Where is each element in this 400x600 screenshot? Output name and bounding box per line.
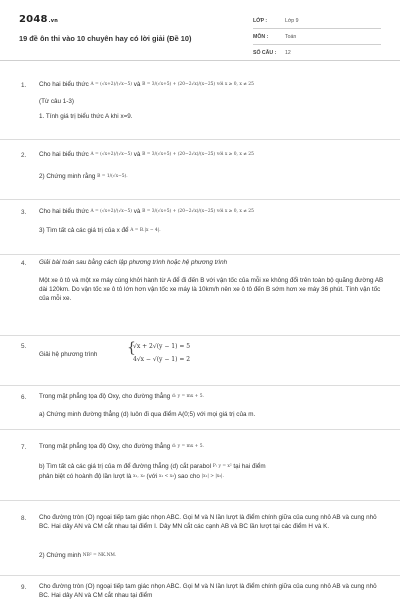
question-text [39,442,384,451]
question-text: Giải hệ phương trình [39,351,98,358]
question-2 [0,139,400,200]
question-text-lead: Trong mặt phẳng tọa độ Oxy, cho đường thẳng [39,393,171,401]
expression-b: B = 3/(√x+5) + (20−2√x)/(x−25) [142,82,216,87]
question-part-text: (với [146,473,158,481]
question-body: Cho đường tròn (O) ngoại tiếp tam giác nhọn ABC. Gọi M và N lần lượt là điểm chính giữa của cung nhỏ AB và cung nhỏ BC. Hai dây AN và CM cắt nhau tại điểm I. Dây MN cắt các cạnh AB và BC lần lượt tại các điểm H và K. [39,514,377,530]
question-part [39,551,384,560]
question-part-line-2 [39,472,384,481]
parabola-equation: P: y = x² [212,464,232,469]
condition: với x ≥ 0, x ≠ 25 [216,209,254,214]
root-inequality: x₁ < x₂ [159,474,174,479]
site-logo[interactable] [19,14,58,25]
logo-suffix: .vn [48,18,58,24]
meta-row-class [253,13,381,29]
question-5 [0,335,400,386]
meta-value: Lớp 9 [285,17,299,24]
question-part-text: 3) Tìm tất cả các giá trị của x để [39,227,129,235]
question-text-lead: Cho hai biểu thức [39,208,89,216]
question-part: 1. Tính giá trị biểu thức A khi x=9. [39,113,133,120]
meta-row-count [253,45,381,61]
question-number: 8. [21,515,27,522]
question-number: 1. [21,82,27,89]
question-number: 3. [21,209,27,216]
equation-1: √x + 2√(y − 1) = 5 [133,343,191,350]
question-6 [0,385,400,430]
line-equation: d: y = mx + 5. [171,444,204,449]
question-text: Giải bài toán sau bằng cách lập phương trình hoặc hệ phương trình [39,259,228,266]
question-number: 6. [21,394,27,401]
question-text [39,392,384,401]
question-part-line-1 [39,462,384,471]
proof-equation: NB² = NK.NM. [82,553,117,558]
question-part-text: 2) Chứng minh [39,552,82,560]
question-body: Một xe ô tô và một xe máy cùng khởi hành từ A để đi đến B với vận tốc của mỗi xe không đổi trên toàn bộ quãng đường AB dài 120km. Do vận tốc xe ô tô lớn hơn vận tốc xe máy là 10km/h nên xe ô tô đến B sớm hơn xe máy 36 phút. Tính vận tốc của mỗi xe. [39,277,384,302]
question-text-lead: Cho hai biểu thức [39,151,89,159]
conjunction: và [133,208,141,216]
question-number: 4. [21,260,27,267]
root-x1: x₁, [133,474,139,479]
question-text-lead: Cho hai biểu thức [39,81,89,89]
meta-label: LỚP : [253,17,268,24]
document-title: 19 đề ôn thi vào 10 chuyên hay có lời giải (Đề 10) [19,34,192,43]
question-text-lead: Trong mặt phẳng tọa độ Oxy, cho đường thẳng [39,443,171,451]
expression-a: A = (√x+2)/(√x−5) [90,152,132,157]
question-7 [0,429,400,501]
question-text [39,150,384,159]
question-text [39,207,384,216]
meta-value: Toán [285,33,297,40]
line-equation: d: y = mx + 5. [171,394,204,399]
question-part-text: b) Tìm tất cả các giá trị của m để đường thẳng (d) cắt parabol [39,463,212,471]
meta-table [253,13,381,61]
condition: với x ≥ 0, x ≠ 25 [216,82,254,87]
root-x2: x₂ [140,474,145,479]
expression-b: B = 3/(√x+5) + (20−2√x)/(x−25) [142,152,216,157]
question-number: 2. [21,152,27,159]
question-part: a) Chứng minh đường thẳng (d) luôn đi qua điểm A(0;5) với mọi giá trị của m. [39,411,256,418]
question-number: 9. [21,584,27,591]
expression-equation: A = B.|x − 4|. [130,228,161,233]
expression-a: A = (√x+2)/(√x−5) [90,82,132,87]
meta-row-subject [253,29,381,45]
question-8 [0,500,400,576]
meta-label: SỐ CÂU : [253,49,277,56]
system-brace: { [127,340,136,356]
question-part-text: phân biệt có hoành độ lần lượt là [39,473,132,481]
question-subnote: (Từ câu 1-3) [39,98,75,105]
conjunction: và [133,81,141,89]
question-number: 5. [21,343,27,350]
question-part-text: 2) Chứng minh rằng [39,173,96,181]
expression-b: B = 3/(√x+5) + (20−2√x)/(x−25) [142,209,216,214]
question-text [39,80,384,89]
question-4 [0,254,400,336]
question-9 [0,575,400,600]
condition: với x ≥ 0, x ≠ 25 [216,152,254,157]
expression-b-proof: B = 1/(√x−5). [97,174,128,179]
logo-text: 2048 [19,14,48,25]
meta-value: 12 [285,49,291,56]
question-part-text: ) sao cho [174,473,200,481]
question-number: 7. [21,444,27,451]
question-part [39,172,384,181]
question-part-text: tại hai điểm [233,463,266,471]
question-3 [0,199,400,255]
question-part [39,226,384,235]
document-header [0,0,400,61]
equation-2: 4√x − √(y − 1) = 2 [133,356,191,363]
meta-label: MÔN : [253,33,269,40]
conjunction: và [133,151,141,159]
question-body: Cho đường tròn (O) ngoại tiếp tam giác nhọn ABC. Gọi M và N lần lượt là điểm chính giữa của cung nhỏ AB và cung nhỏ BC. Hai dây AN và CM cắt nhau tại điểm [39,583,377,599]
question-1 [0,60,400,140]
expression-a: A = (√x+2)/(√x−5) [90,209,132,214]
abs-inequality: |x₁| > |x₂|. [201,474,224,479]
